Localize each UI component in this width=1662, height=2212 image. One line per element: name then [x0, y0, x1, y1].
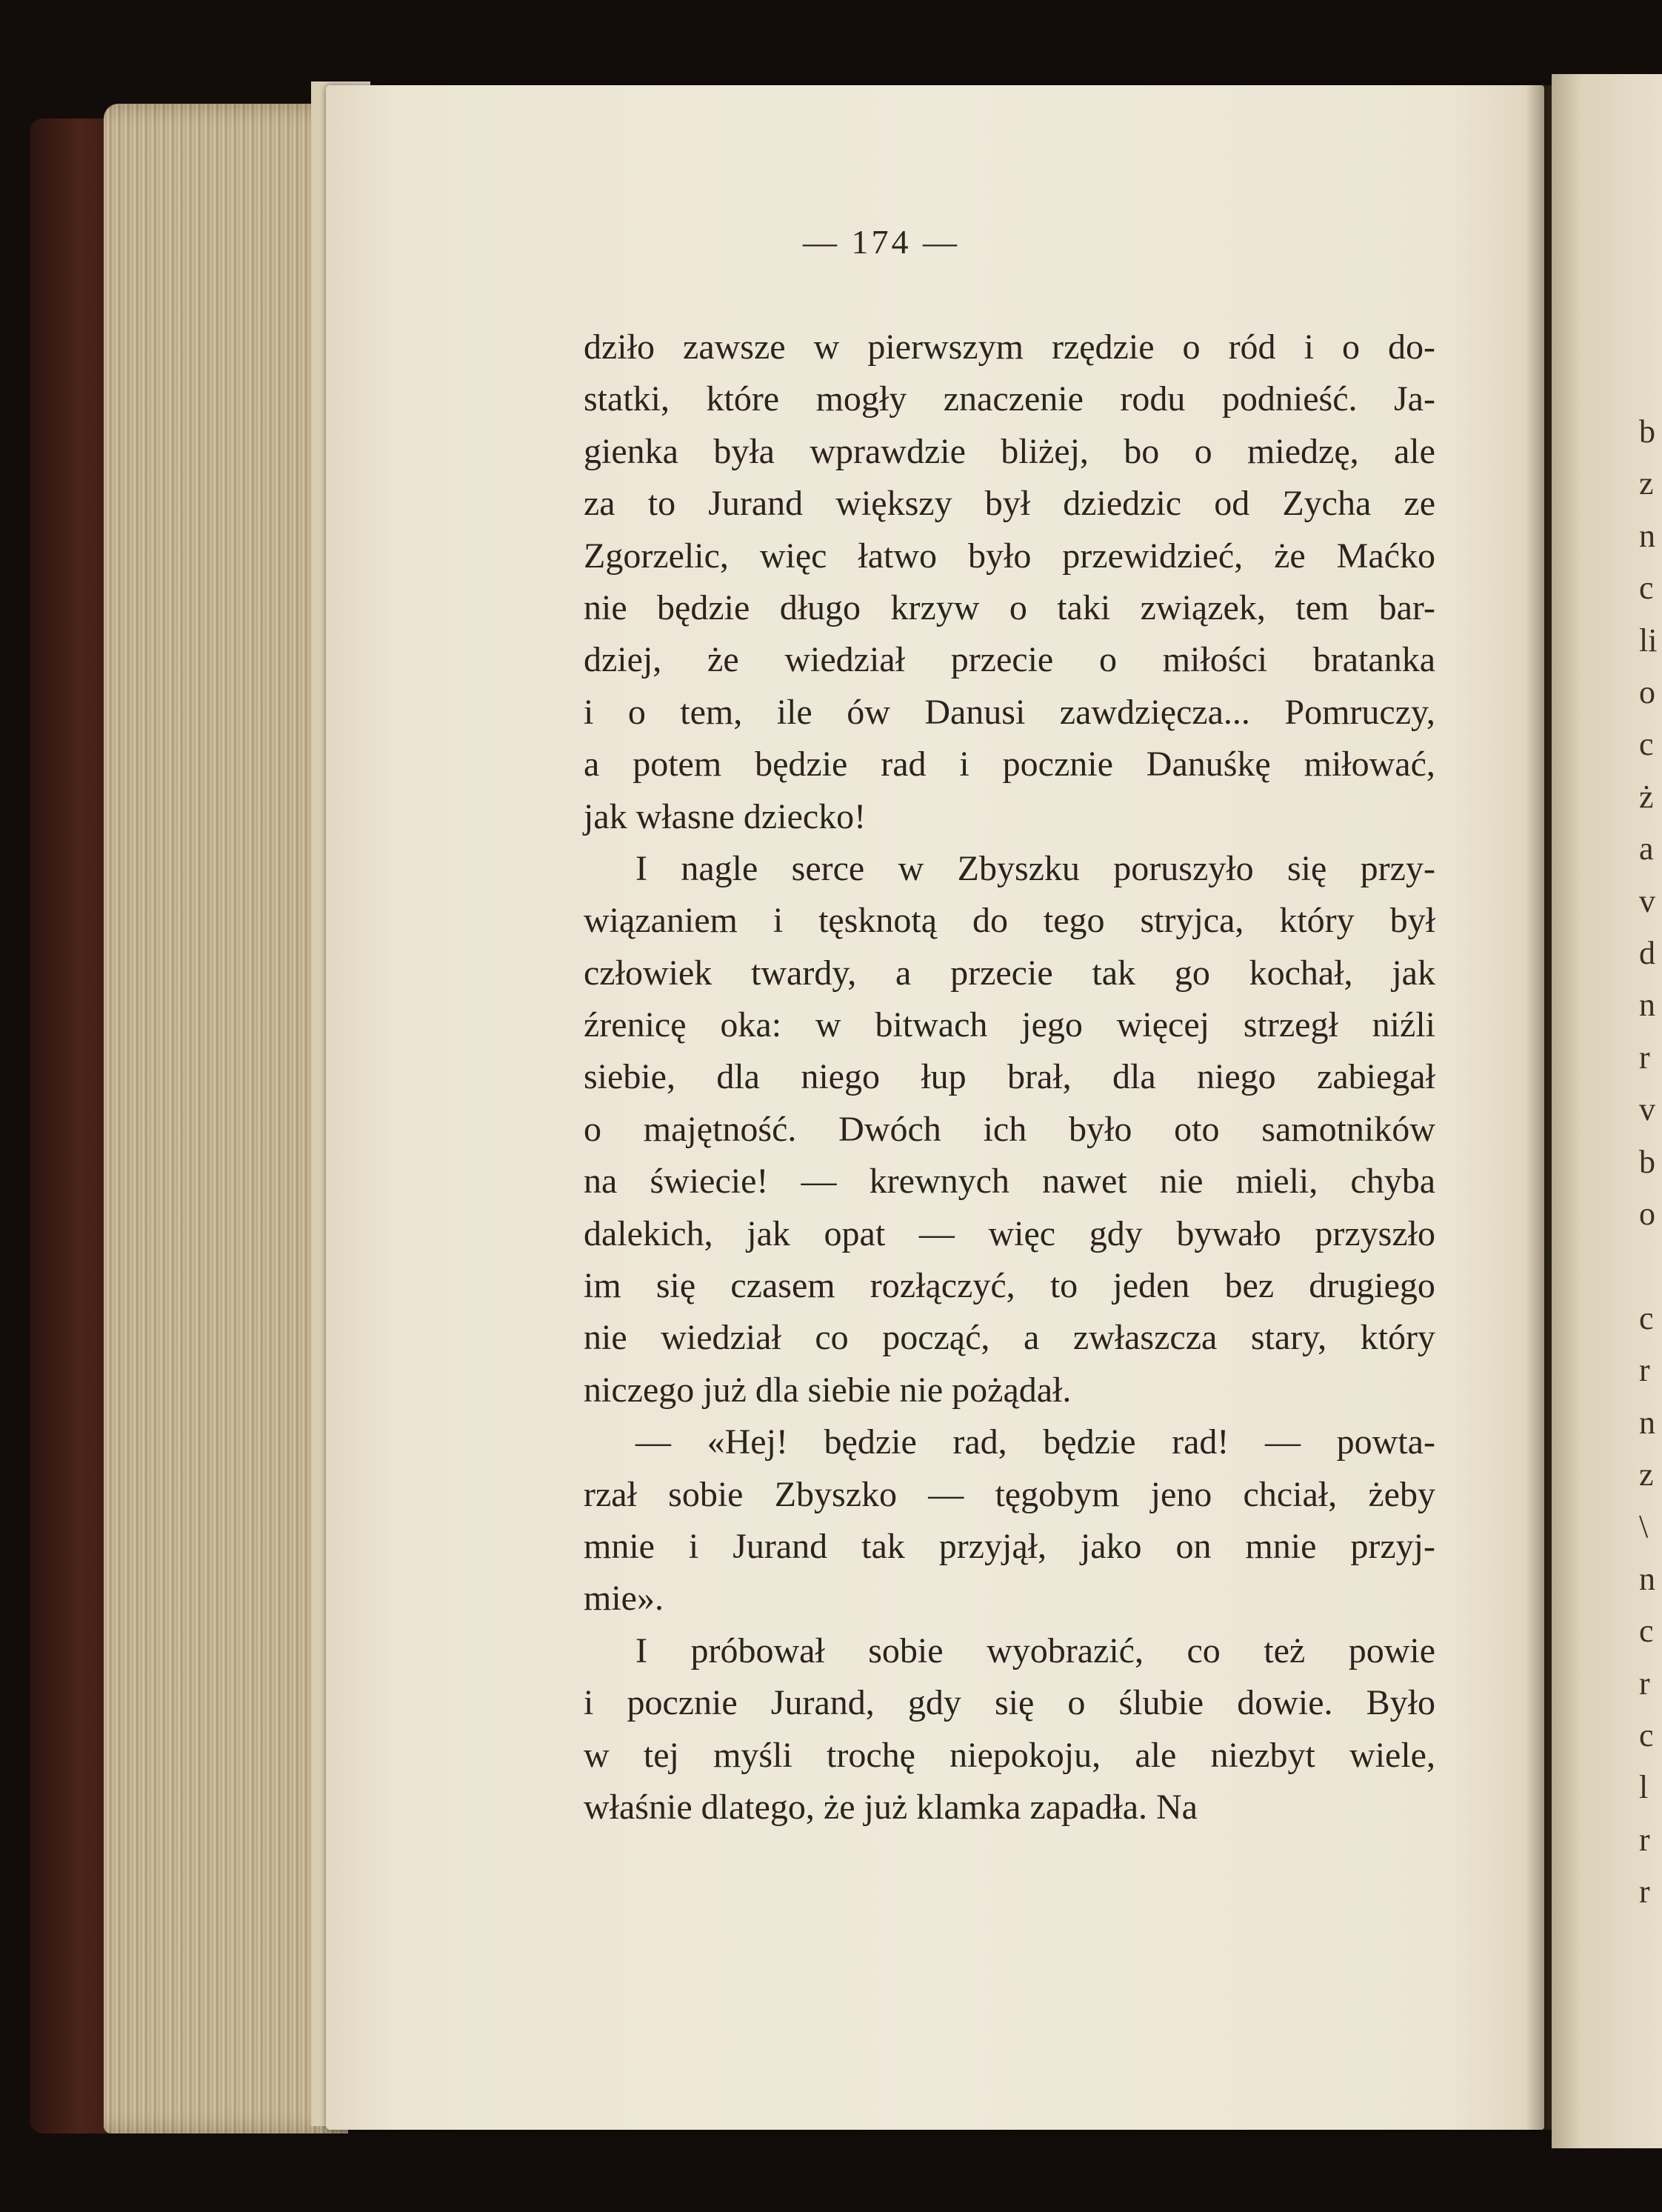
facing-page-letter: \ — [1639, 1508, 1649, 1545]
text-line: dalekich, jak opat — więc gdy bywało przyszło — [584, 1213, 1435, 1253]
facing-page-letter: b — [1639, 413, 1655, 450]
facing-page-letter: n — [1639, 1404, 1655, 1441]
facing-page-letter: c — [1639, 570, 1654, 607]
text-line: Zgorzelic, więc łatwo było przewidzieć, że Maćko — [584, 536, 1435, 576]
text-line: źrenicę oka: w bitwach jego więcej strzegł niźli — [584, 1005, 1435, 1045]
facing-page-letter: r — [1639, 1665, 1650, 1702]
facing-page-letter: d — [1639, 935, 1655, 971]
text-line: jak własne dziecko! — [584, 796, 867, 836]
facing-page-letter: z — [1639, 1456, 1654, 1493]
text-line: człowiek twardy, a przecie tak go kochał, jak — [584, 953, 1435, 993]
text-line: wiązaniem i tęsknotą do tego stryjca, który był — [584, 901, 1435, 941]
text-line: rzał sobie Zbyszko — tęgobym jeno chciał, żeby — [584, 1474, 1435, 1514]
facing-page-letter: r — [1639, 1352, 1650, 1389]
facing-page-letter: v — [1639, 882, 1655, 919]
facing-page-letter: c — [1639, 726, 1654, 763]
text-line: dziło zawsze w pierwszym rzędzie o ród i o do- — [584, 327, 1435, 367]
text-line: na świecie! — krewnych nawet nie mieli, chyba — [584, 1162, 1435, 1202]
text-line: nie wiedział co począć, a zwłaszcza stary, który — [584, 1318, 1435, 1358]
facing-page-letter: r — [1639, 1821, 1650, 1858]
facing-page-letter: c — [1639, 1613, 1654, 1650]
text-line: za to Jurand większy był dziedzic od Zycha ze — [584, 484, 1435, 524]
facing-page-letter: a — [1639, 830, 1654, 867]
text-line: mnie i Jurand tak przyjął, jako on mnie przyj- — [584, 1526, 1435, 1566]
facing-page-letter: c — [1639, 1299, 1654, 1336]
text-line: gienka była wprawdzie bliżej, bo o miedzę, ale — [584, 431, 1435, 471]
text-line: o majętność. Dwóch ich było oto samotników — [584, 1109, 1435, 1149]
facing-page-letter: n — [1639, 517, 1655, 554]
text-line: nie będzie długo krzyw o taki związek, tem bar- — [584, 587, 1435, 627]
text-line: siebie, dla niego łup brał, dla niego zabiegał — [584, 1057, 1435, 1097]
text-line: i o tem, ile ów Danusi zawdzięcza... Pomruczy, — [584, 692, 1435, 732]
page-text — [584, 322, 1435, 1833]
facing-page-letter: n — [1639, 1560, 1655, 1597]
facing-page-letter: r — [1639, 1039, 1650, 1076]
facing-page-letter: c — [1639, 1717, 1654, 1753]
text-line: im się czasem rozłączyć, to jeden bez drugiego — [584, 1266, 1435, 1306]
facing-page-letter: v — [1639, 1091, 1655, 1128]
facing-page-letter: o — [1639, 1196, 1655, 1232]
text-line: właśnie dlatego, że już klamka zapadła. Na — [584, 1787, 1198, 1827]
facing-page — [1552, 74, 1662, 2148]
text-line: i pocznie Jurand, gdy się o ślubie dowie. Było — [584, 1683, 1435, 1723]
text-line: dziej, że wiedział przecie o miłości bratanka — [584, 640, 1435, 680]
text-line: a potem będzie rad i pocznie Danuśkę miłować, — [584, 744, 1435, 784]
facing-page-letter: z — [1639, 465, 1654, 502]
facing-page-letter: o — [1639, 674, 1655, 710]
facing-page-letter — [1639, 1242, 1662, 1290]
text-line: niczego już dla siebie nie pożądał. — [584, 1370, 1072, 1410]
facing-page-letter: n — [1639, 987, 1655, 1024]
text-line: statki, które mogły znaczenie rodu podnieść. Ja- — [584, 379, 1435, 419]
facing-page-letter: r — [1639, 1873, 1650, 1910]
page-number: — 174 — — [803, 223, 960, 261]
text-line: — «Hej! będzie rad, będzie rad! — powta- — [635, 1422, 1435, 1462]
text-line: mie». — [584, 1579, 664, 1619]
text-line: w tej myśli trochę niepokoju, ale niezbyt wiele, — [584, 1735, 1435, 1775]
text-line: I nagle serce w Zbyszku poruszyło się przy- — [635, 848, 1435, 888]
text-line: I próbował sobie wyobrazić, co też powie — [635, 1630, 1435, 1670]
facing-page-letter: l — [1639, 1769, 1649, 1806]
facing-page-letter: li — [1639, 622, 1658, 659]
facing-page-letter: ż — [1639, 778, 1654, 815]
facing-page-letter: b — [1639, 1143, 1655, 1180]
